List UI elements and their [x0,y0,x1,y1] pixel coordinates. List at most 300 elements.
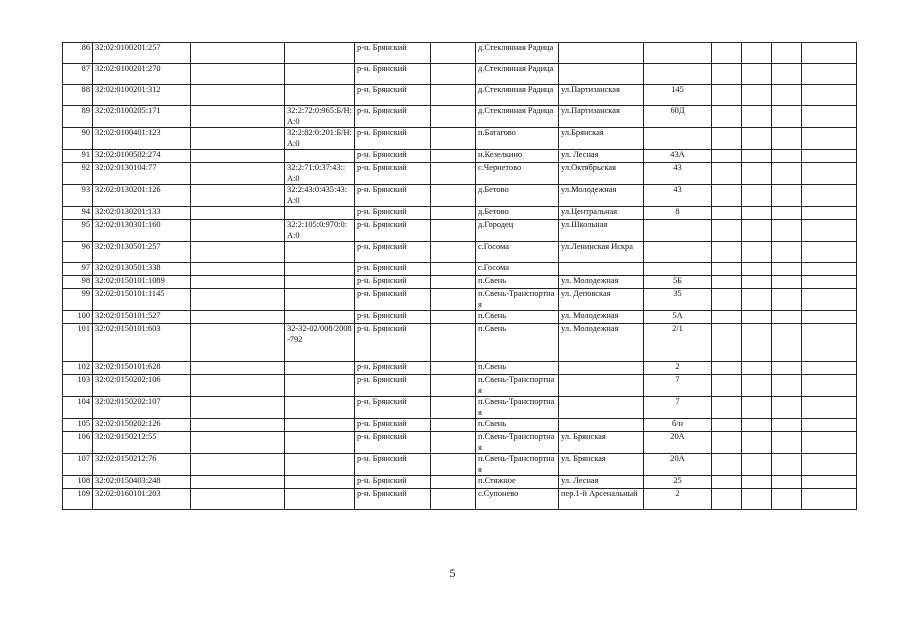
empty-cell [712,220,742,242]
empty-cell [431,106,476,128]
locality-cell: д.Бетово [476,207,559,220]
empty-cell [772,150,802,163]
house-number-cell [644,242,712,263]
district-cell: р-н. Брянский [355,150,431,163]
empty-cell [431,454,476,476]
table-row [63,397,857,419]
house-number-cell: 2 [644,362,712,375]
empty-cell [742,324,772,362]
cadastral-number-cell: 32:02:0150101:1089 [93,276,191,289]
empty-cell [802,185,857,207]
table-row [63,489,857,510]
previous-number-cell [285,311,355,324]
empty-cell [742,454,772,476]
locality-cell: с.Госома [476,242,559,263]
page-number: 5 [449,566,456,580]
table-row [63,64,857,85]
cadastral-number-cell: 32:02:0150212:55 [93,432,191,454]
previous-number-cell [285,207,355,220]
street-cell: ул. Молодежная [559,276,644,289]
empty-cell [802,454,857,476]
locality-cell: п.Свень [476,324,559,362]
table-row [63,476,857,489]
empty-cell [712,476,742,489]
empty-cell [431,64,476,85]
previous-number-cell [285,64,355,85]
district-cell: р-н. Брянский [355,311,431,324]
empty-cell [712,163,742,185]
district-cell: р-н. Брянский [355,362,431,375]
previous-number-cell [285,419,355,432]
empty-cell [772,375,802,397]
empty-cell [772,185,802,207]
locality-cell: д.Стеклянная Радица [476,106,559,128]
empty-cell [802,362,857,375]
house-number-cell: 5А [644,311,712,324]
empty-cell [802,150,857,163]
district-cell: р-н. Брянский [355,106,431,128]
empty-cell [772,242,802,263]
empty-cell [191,419,285,432]
table-row [63,85,857,106]
previous-number-cell [285,85,355,106]
empty-cell [802,289,857,311]
empty-cell [742,476,772,489]
empty-cell [712,185,742,207]
empty-cell [772,220,802,242]
district-cell: р-н. Брянский [355,85,431,106]
cadastral-number-cell: 32:02:0150202:126 [93,419,191,432]
empty-cell [431,85,476,106]
empty-cell [772,289,802,311]
cadastral-number-cell: 32:02:0130501:338 [93,263,191,276]
cadastral-number-cell: 32:02:0150101:628 [93,362,191,375]
street-cell: ул.Брянская [559,128,644,150]
street-cell [559,375,644,397]
empty-cell [431,432,476,454]
empty-cell [742,64,772,85]
previous-number-cell [285,476,355,489]
empty-cell [191,397,285,419]
empty-cell [802,207,857,220]
previous-number-cell [285,432,355,454]
row-number-cell: 92 [63,163,93,185]
row-number-cell: 100 [63,311,93,324]
empty-cell [742,150,772,163]
cadastral-number-cell: 32:02:0100201:312 [93,85,191,106]
empty-cell [802,432,857,454]
row-number-cell: 102 [63,362,93,375]
previous-number-cell [285,375,355,397]
row-number-cell: 95 [63,220,93,242]
house-number-cell: б/н [644,419,712,432]
empty-cell [742,128,772,150]
empty-cell [742,185,772,207]
street-cell: ул.Центральная [559,207,644,220]
empty-cell [712,311,742,324]
empty-cell [772,324,802,362]
table-row [63,263,857,276]
locality-cell: п.Свень-Транспортная [476,454,559,476]
empty-cell [772,64,802,85]
empty-cell [742,106,772,128]
empty-cell [772,263,802,276]
empty-cell [802,85,857,106]
empty-cell [191,489,285,510]
house-number-cell: 25 [644,476,712,489]
row-number-cell: 103 [63,375,93,397]
empty-cell [742,397,772,419]
row-number-cell: 88 [63,85,93,106]
previous-number-cell: 32:2:82:0:201:Б/Н:А:0 [285,128,355,150]
empty-cell [712,489,742,510]
district-cell: р-н. Брянский [355,476,431,489]
previous-number-cell [285,263,355,276]
street-cell: ул. Брянская [559,454,644,476]
cadastral-number-cell: 32:02:0130301:160 [93,220,191,242]
empty-cell [742,289,772,311]
house-number-cell: 35 [644,289,712,311]
empty-cell [191,220,285,242]
empty-cell [431,489,476,510]
locality-cell: д.Стеклянная Радица [476,85,559,106]
district-cell: р-н. Брянский [355,163,431,185]
house-number-cell: 43А [644,150,712,163]
empty-cell [742,375,772,397]
empty-cell [712,64,742,85]
district-cell: р-н. Брянский [355,289,431,311]
house-number-cell: 145 [644,85,712,106]
empty-cell [712,43,742,64]
empty-cell [431,185,476,207]
empty-cell [802,476,857,489]
empty-cell [742,263,772,276]
empty-cell [742,163,772,185]
empty-cell [802,263,857,276]
empty-cell [802,311,857,324]
street-cell: ул.Школьная [559,220,644,242]
empty-cell [431,220,476,242]
house-number-cell: 7 [644,375,712,397]
empty-cell [772,163,802,185]
district-cell: р-н. Брянский [355,185,431,207]
empty-cell [191,362,285,375]
locality-cell: п.Свень-Транспортная [476,289,559,311]
cadastral-number-cell: 32:02:0130501:257 [93,242,191,263]
cadastral-number-cell: 32:02:0130201:133 [93,207,191,220]
house-number-cell: 8 [644,207,712,220]
empty-cell [802,489,857,510]
empty-cell [191,106,285,128]
empty-cell [772,106,802,128]
street-cell [559,362,644,375]
empty-cell [431,289,476,311]
empty-cell [802,324,857,362]
empty-cell [431,276,476,289]
empty-cell [712,454,742,476]
street-cell: ул. Лесная [559,476,644,489]
district-cell: р-н. Брянский [355,454,431,476]
empty-cell [191,64,285,85]
empty-cell [431,150,476,163]
empty-cell [712,375,742,397]
locality-cell: с.Супонево [476,489,559,510]
table-row [63,185,857,207]
previous-number-cell [285,150,355,163]
table-row [63,150,857,163]
row-number-cell: 99 [63,289,93,311]
locality-cell: н.Кезелкино [476,150,559,163]
empty-cell [742,362,772,375]
district-cell: р-н. Брянский [355,64,431,85]
empty-cell [772,276,802,289]
empty-cell [712,128,742,150]
table-row [63,43,857,64]
cadastral-number-cell: 32:02:0150101:527 [93,311,191,324]
table-row [63,324,857,362]
previous-number-cell [285,43,355,64]
empty-cell [742,43,772,64]
row-number-cell: 86 [63,43,93,64]
empty-cell [712,150,742,163]
district-cell: р-н. Брянский [355,324,431,362]
empty-cell [802,242,857,263]
row-number-cell: 91 [63,150,93,163]
empty-cell [772,85,802,106]
district-cell: р-н. Брянский [355,207,431,220]
locality-cell: п.Свень-Транспортная [476,397,559,419]
previous-number-cell: 32:2:105:0:970:0:А:0 [285,220,355,242]
empty-cell [772,432,802,454]
empty-cell [431,43,476,64]
empty-cell [191,163,285,185]
locality-cell: п.Свень [476,311,559,324]
table-row [63,242,857,263]
empty-cell [712,85,742,106]
empty-cell [742,276,772,289]
street-cell [559,397,644,419]
empty-cell [431,207,476,220]
cadastral-number-cell: 32:02:0100502:274 [93,150,191,163]
previous-number-cell: 32:2:72:0:965:Б/Н:А:0 [285,106,355,128]
locality-cell: п.Свень-Транспортная [476,375,559,397]
table-row [63,375,857,397]
house-number-cell: 5Б [644,276,712,289]
street-cell: ул.Партизанская [559,85,644,106]
empty-cell [431,242,476,263]
empty-cell [431,397,476,419]
house-number-cell [644,64,712,85]
row-number-cell: 93 [63,185,93,207]
empty-cell [742,242,772,263]
empty-cell [712,289,742,311]
empty-cell [742,220,772,242]
cadastral-number-cell: 32:02:0100401:123 [93,128,191,150]
empty-cell [802,276,857,289]
empty-cell [191,85,285,106]
empty-cell [431,163,476,185]
district-cell: р-н. Брянский [355,242,431,263]
table-row [63,311,857,324]
locality-cell: д.Стеклянная Радица [476,64,559,85]
street-cell: пер.1-й Арсенальный [559,489,644,510]
empty-cell [191,289,285,311]
row-number-cell: 90 [63,128,93,150]
district-cell: р-н. Брянский [355,276,431,289]
row-number-cell: 87 [63,64,93,85]
row-number-cell: 101 [63,324,93,362]
row-number-cell: 89 [63,106,93,128]
cadastral-number-cell: 32:02:0130201:126 [93,185,191,207]
empty-cell [431,362,476,375]
empty-cell [712,207,742,220]
district-cell: р-н. Брянский [355,263,431,276]
locality-cell: с.Чернетово [476,163,559,185]
empty-cell [802,397,857,419]
house-number-cell [644,263,712,276]
empty-cell [712,276,742,289]
property-register-table [62,42,857,510]
table-row [63,207,857,220]
empty-cell [712,432,742,454]
empty-cell [191,311,285,324]
locality-cell: д.Стеклянная Радица [476,43,559,64]
row-number-cell: 96 [63,242,93,263]
empty-cell [191,242,285,263]
empty-cell [431,324,476,362]
locality-cell: п.Стяжное [476,476,559,489]
empty-cell [772,362,802,375]
locality-cell: п.Свень-Транспортная [476,432,559,454]
empty-cell [742,207,772,220]
empty-cell [802,419,857,432]
street-cell: ул.Ленинская Искра [559,242,644,263]
empty-cell [191,276,285,289]
previous-number-cell [285,489,355,510]
district-cell: р-н. Брянский [355,375,431,397]
empty-cell [431,263,476,276]
cadastral-number-cell: 32:02:0150101:1145 [93,289,191,311]
empty-cell [742,85,772,106]
street-cell: ул. Лесная [559,150,644,163]
empty-cell [191,263,285,276]
table-row [63,128,857,150]
empty-cell [742,419,772,432]
empty-cell [191,150,285,163]
cadastral-number-cell: 32:02:0150202:107 [93,397,191,419]
locality-cell: д.Городец [476,220,559,242]
house-number-cell [644,128,712,150]
empty-cell [772,454,802,476]
house-number-cell [644,220,712,242]
empty-cell [712,324,742,362]
empty-cell [191,207,285,220]
previous-number-cell [285,397,355,419]
cadastral-number-cell: 32:02:0160101:203 [93,489,191,510]
street-cell [559,64,644,85]
empty-cell [712,397,742,419]
row-number-cell: 105 [63,419,93,432]
locality-cell: п.Свень [476,362,559,375]
table-row [63,220,857,242]
street-cell [559,263,644,276]
empty-cell [802,220,857,242]
empty-cell [772,128,802,150]
locality-cell: п.Батагово [476,128,559,150]
previous-number-cell [285,454,355,476]
empty-cell [431,476,476,489]
empty-cell [772,489,802,510]
house-number-cell: 20А [644,432,712,454]
empty-cell [742,311,772,324]
district-cell: р-н. Брянский [355,419,431,432]
row-number-cell: 94 [63,207,93,220]
cadastral-number-cell: 32:02:0150202:106 [93,375,191,397]
empty-cell [191,454,285,476]
cadastral-number-cell: 32:02:0100201:257 [93,43,191,64]
previous-number-cell: 32-32-02/008/2008-792 [285,324,355,362]
empty-cell [191,375,285,397]
street-cell [559,43,644,64]
empty-cell [191,476,285,489]
table-row [63,432,857,454]
empty-cell [712,419,742,432]
district-cell: р-н. Брянский [355,397,431,419]
empty-cell [772,43,802,64]
street-cell: ул.Молодежная [559,185,644,207]
house-number-cell: 43 [644,185,712,207]
street-cell [559,419,644,432]
table-row [63,362,857,375]
empty-cell [712,263,742,276]
house-number-cell: 2/1 [644,324,712,362]
cadastral-number-cell: 32:02:0150212:76 [93,454,191,476]
row-number-cell: 97 [63,263,93,276]
previous-number-cell [285,276,355,289]
table-row [63,276,857,289]
cadastral-number-cell: 32:02:0130104:77 [93,163,191,185]
district-cell: р-н. Брянский [355,128,431,150]
district-cell: р-н. Брянский [355,432,431,454]
district-cell: р-н. Брянский [355,43,431,64]
row-number-cell: 107 [63,454,93,476]
row-number-cell: 104 [63,397,93,419]
empty-cell [712,106,742,128]
cadastral-number-cell: 32:02:0100205:171 [93,106,191,128]
empty-cell [802,128,857,150]
empty-cell [742,489,772,510]
empty-cell [772,207,802,220]
street-cell: ул. Молодежная [559,324,644,362]
row-number-cell: 109 [63,489,93,510]
locality-cell: с.Госома [476,263,559,276]
cadastral-number-cell: 32:02:0150403:248 [93,476,191,489]
empty-cell [802,163,857,185]
house-number-cell: 60Д [644,106,712,128]
empty-cell [802,64,857,85]
empty-cell [712,242,742,263]
empty-cell [191,128,285,150]
empty-cell [191,432,285,454]
empty-cell [431,128,476,150]
empty-cell [772,476,802,489]
empty-cell [772,419,802,432]
previous-number-cell: 32:2:43:0:435:43:А:0 [285,185,355,207]
row-number-cell: 98 [63,276,93,289]
table-row [63,163,857,185]
empty-cell [431,419,476,432]
table-row [63,106,857,128]
